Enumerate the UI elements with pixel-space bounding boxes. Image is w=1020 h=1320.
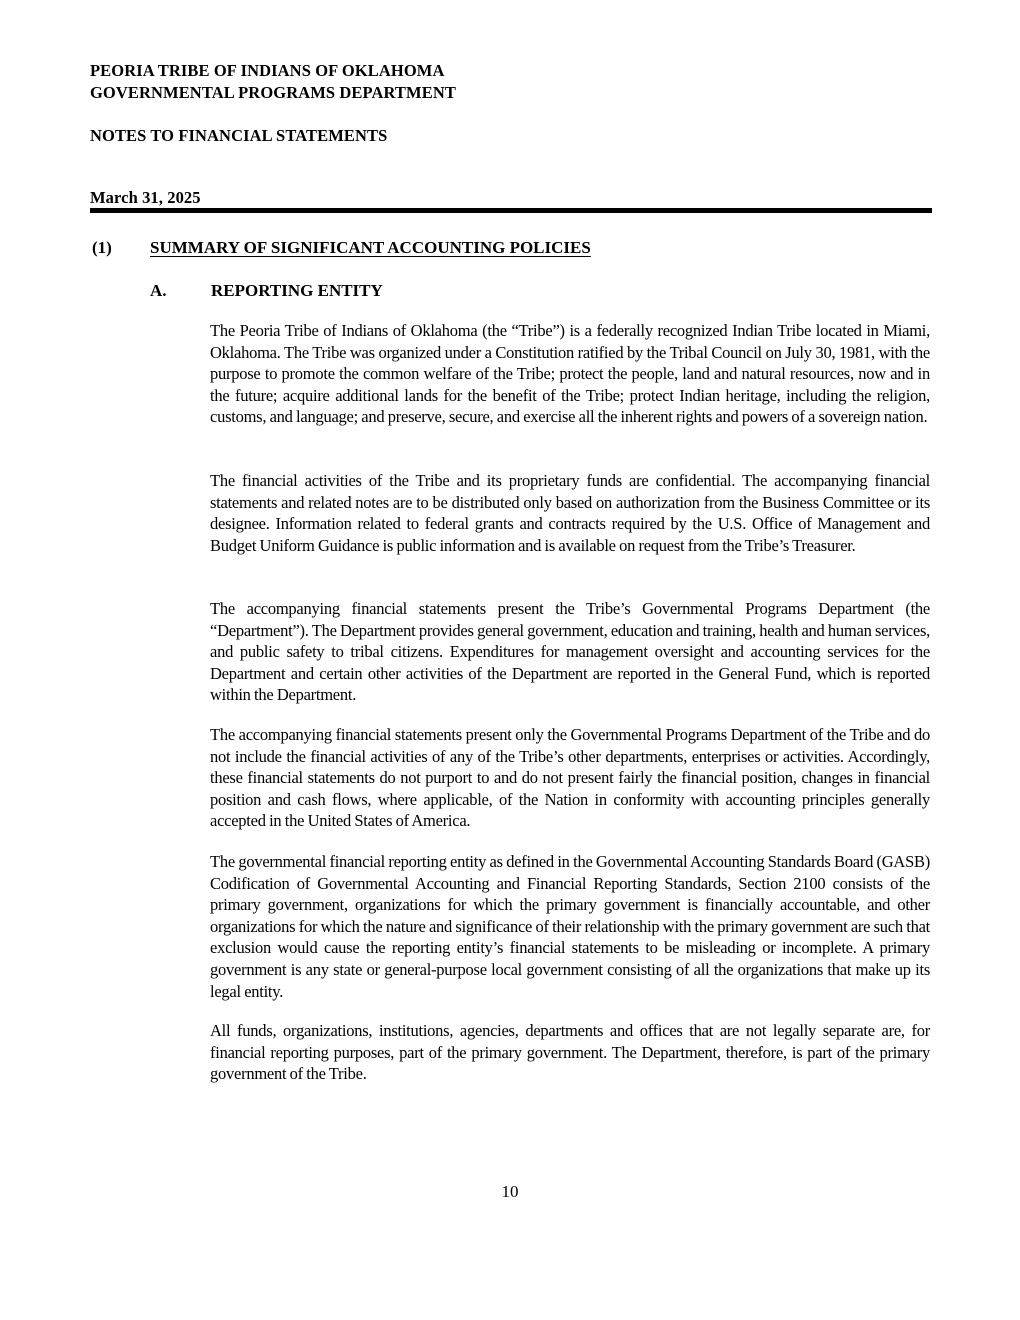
subsection-title: REPORTING ENTITY [211, 281, 383, 300]
header-rule [90, 208, 932, 213]
page-number: 10 [501, 1182, 519, 1201]
paragraph-gasb-definition: The governmental financial reporting entity as defined in the Governmental Accounting Standards Board (GASB) Codification of Governmental Accounting and Financial Reporting Standards, Section 2100 consists of the primary government, organizations for which the primary government is financially accountable, and other organizations for which the nature and significance of their relationship with the primary government are such that exclusion would cause the reporting entity’s financial statements to be misleading or incomplete. A primary government is any state or general-purpose local government consisting of all the organizations that make up its legal entity. [210, 852, 930, 1001]
paragraph-department: The accompanying financial statements present the Tribe’s Governmental Programs Department (the “Department”). The Department provides general government, education and training, health and human services, and public safety to tribal citizens. Expenditures for management oversight and accounting services for the Department and certain other activities of the Department are reported in the General Fund, which is reported within the Department. [210, 599, 930, 705]
paragraph-primary-government: All funds, organizations, institutions, agencies, departments and offices that are not legally separate are, for financial reporting purposes, part of the primary government. The Department, therefore, is part of the primary government of the Tribe. [210, 1021, 930, 1084]
paragraph-confidentiality: The financial activities of the Tribe and its proprietary funds are confidential. The accompanying financial statements and related notes are to be distributed only based on authorization from the Business Committee or its designee. Information related to federal grants and contracts required by the U.S. Office of Management and Budget Uniform Guidance is public information and is available on request from the Tribe’s Treasurer. [210, 471, 930, 555]
section-title: SUMMARY OF SIGNIFICANT ACCOUNTING POLICIES [150, 238, 591, 257]
paragraph-tribe-overview: The Peoria Tribe of Indians of Oklahoma (the “Tribe”) is a federally recognized Indian Tribe located in Miami, Oklahoma. The Tribe was organized under a Constitution ratified by the Tribal Council on July 30, 1981, with the purpose to promote the common welfare of the Tribe; protect the people, land and natural resources, now and in the future; acquire additional lands for the benefit of the Tribe; protect Indian heritage, including the religion, customs, and language; and preserve, secure, and exercise all the inherent rights and powers of a sovereign nation. [210, 321, 930, 427]
document-title: NOTES TO FINANCIAL STATEMENTS [90, 126, 388, 145]
statement-date: March 31, 2025 [90, 188, 201, 207]
section-number: (1) [92, 238, 112, 257]
organization-name: PEORIA TRIBE OF INDIANS OF OKLAHOMA [90, 61, 445, 80]
subsection-letter: A. [150, 281, 167, 300]
paragraph-scope: The accompanying financial statements present only the Governmental Programs Department of the Tribe and do not include the financial activities of any of the Tribe’s other departments, enterprises or activities. Accordingly, these financial statements do not purport to and do not present fairly the financial position, changes in financial position and cash flows, where applicable, of the Nation in conformity with accounting principles generally accepted in the United States of America. [210, 725, 930, 831]
department-name: GOVERNMENTAL PROGRAMS DEPARTMENT [90, 83, 456, 102]
